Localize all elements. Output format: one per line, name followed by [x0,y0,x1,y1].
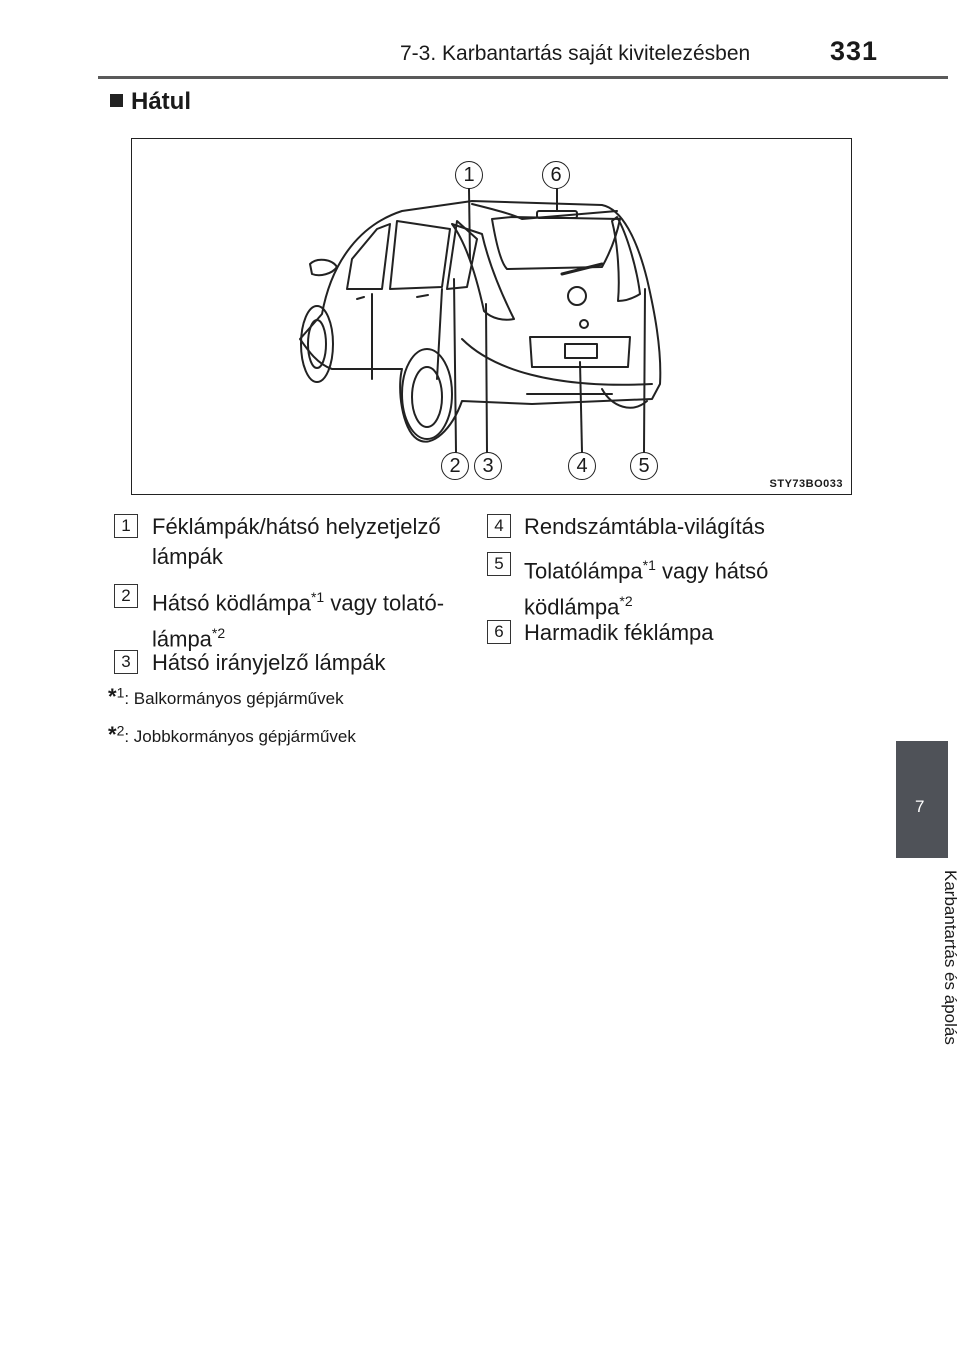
legend-item-1 [152,512,441,572]
figure-code: STY73BO033 [769,478,843,490]
car-rear-figure [131,138,852,495]
header-rule [98,76,948,79]
legend-text: lámpa [152,626,212,652]
legend-item-4 [524,512,765,542]
car-rear-illustration [132,139,853,496]
footnote-mark: * [108,684,117,709]
legend-item-2 [152,582,444,655]
legend-text: vagy hátsó [655,558,769,584]
legend-text: Féklámpák/hátsó helyzetjelző [152,514,441,539]
section-heading [110,88,191,116]
legend-num-4: 4 [487,514,511,538]
legend-num-5: 5 [487,552,511,576]
page-number: 331 [830,36,879,66]
legend-item-5 [524,550,768,623]
legend-num-6: 6 [487,620,511,644]
legend-text: lámpák [152,544,223,569]
callout-2: 2 [441,452,469,480]
footnote-2 [108,722,356,748]
square-bullet-icon [110,94,123,107]
footnote-ref: *1 [310,589,325,605]
callout-1: 1 [455,161,483,189]
legend-text: Hátsó ködlámpa [152,590,311,616]
footnote-ref: *1 [642,557,656,573]
legend-text: Tolatólámpa [524,558,643,584]
footnote-ref: *2 [619,593,633,610]
callout-6: 6 [542,161,570,189]
legend-num-2: 2 [114,584,138,608]
legend-num-3: 3 [114,650,138,674]
callout-3: 3 [474,452,502,480]
legend-item-3 [152,648,386,678]
legend-num-1: 1 [114,514,138,538]
footnote-sup: 2 [116,722,125,739]
callout-4: 4 [568,452,596,480]
footnote-text: : Jobbkormányos gépjárművek [124,727,356,746]
header-title: 7-3. Karbantartás saját kivitelezésben [400,42,751,65]
chapter-label: Karbantartás és ápolás [941,870,960,1045]
footnote-1 [108,684,344,710]
footnote-sup: 1 [116,684,125,701]
legend-item-6 [524,618,714,648]
footnote-mark: * [108,722,117,747]
legend-text: Hátsó irányjelző lámpák [152,650,386,675]
callout-5: 5 [630,452,658,480]
chapter-number: 7 [915,797,925,816]
footnote-ref: *2 [211,625,226,642]
legend-text: vagy tolató- [324,590,445,616]
section-title: Hátul [131,88,191,115]
legend-text: ködlámpa [524,594,620,620]
legend-text: Harmadik féklámpa [524,620,714,645]
footnote-text: : Balkormányos gépjárművek [124,689,344,708]
legend-text: Rendszámtábla-világítás [524,514,765,539]
